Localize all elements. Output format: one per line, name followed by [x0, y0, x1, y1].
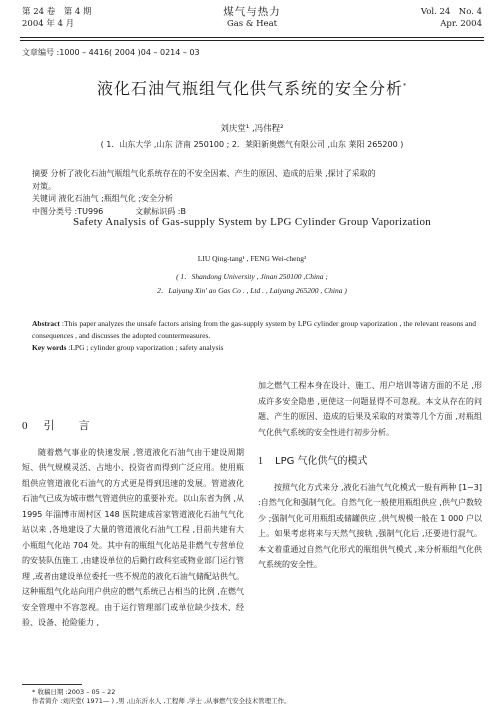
intro-paragraph-cont: 加之燃气工程本身在设计、施工、用户培训等诸方面的不足 ,形成许多安全隐患 ,更使这一问题显得不可忽视。本文从存在的问题、产生的原因、造成的后果及采取的对策等几个方面 ,对瓶组气化供气系统的安全性进行初步分析。	[258, 381, 482, 437]
abstract-cn-line1: 摘要 分析了液化石油气瓶组气化系统存在的不安全因素、产生的原因、造成的后果 ,探讨了采取的	[32, 169, 376, 178]
paper-title-en: Safety Analysis of Gas-supply System by LPG Cylinder Group Vaporization	[72, 216, 432, 228]
affiliations-cn: ( 1．山东大学 ,山东 济南 250100 ; 2．莱阳新奥燃气有限公司 ,山东 莱阳 265200 )	[100, 140, 404, 149]
journal-name-cn: 煤气与热力	[223, 6, 281, 18]
footnote-rule	[22, 684, 82, 685]
affil-en-line2: 2．Laiyang Xin' ao Gas Co . , Ltd . , Laiyang 265200 , China )	[157, 286, 347, 295]
keywords-en-text: :LPG ; cylinder group vaporization ; safety analysis	[66, 343, 224, 352]
paper-title-cn	[0, 76, 504, 99]
header-date-en: Apr. 2004	[440, 19, 482, 29]
abstract-en-block	[32, 318, 476, 354]
section-1-heading	[258, 454, 482, 470]
title-text: 液化石油气瓶组气化供气系统的安全分析	[96, 79, 403, 98]
title-footnote-mark: *	[403, 82, 407, 90]
abstract-en	[32, 318, 476, 342]
right-column	[258, 378, 482, 573]
running-header	[22, 6, 482, 36]
footnote-author-bio: 作者简介 :刘庆堂( 1971— ) ,男 ,山东沂水人 ,工程师 ,学士 ,从事燃气安全技术管理工作。	[32, 697, 291, 705]
section-0-heading	[22, 418, 244, 435]
header-center	[22, 6, 482, 30]
section-1-title: LPG 气化供气的模式	[275, 456, 368, 467]
keywords-cn: 关键词 液化石油气 ;瓶组气化 ;安全分析	[32, 194, 174, 203]
header-rule	[20, 37, 484, 41]
section-1-paragraph: 按照气化方式来分 ,液化石油气气化模式一般有两种 [1~3] :自然气化和强制气化。自然气化一般使用瓶组供应 ,供气户数较少 ;强制气化可用瓶组或储罐供应 ,供气规模一般在 1 000 户以上。如果考虑将来与天然气接轨 ,强制气化后 ,还要进行混气。本文着重通过自然气化形式的瓶组供气模式 ,来分析瓶组气化供气系统的安全性。	[258, 482, 482, 569]
intro-paragraph: 随着燃气事业的快速发展 ,管道液化石油气由于建设周期短、供气规模灵活、占地小、投资省而得到广泛应用。使用瓶组供应管道液化石油气的方式更是得到迅速的发展。管道液化石油气已成为城市燃气管道供应的重要补充。以山东省为例 ,从 1995 年淄博市周村区 148 医院建成首家管道液化石油气气化站以来 ,各地建设了大量的管道液化石油气工程 ,目前共建有大小瓶组气化站 704 处。其中有的瓶组气化站是非燃气专营单位的安装队伍施工 ,由建设单位的后勤行政科室或物业部门运行管理 ,或者由建设单位委托一些不规范的液化石油气储配站供气。这种瓶组气化站向用户供应的燃气系统已占相当的比例 ,在燃气安全管理中不容忽视。由于运行管理部门或单位缺少技术、经验、设备、抢险能力 ,	[22, 447, 244, 627]
affiliations-en	[0, 270, 504, 298]
keywords-en-label: Key words	[32, 343, 67, 352]
header-volume-en: Vol. 24 No. 4	[420, 7, 482, 17]
abstract-en-label: Abstract	[32, 319, 60, 328]
keywords-en	[32, 342, 476, 354]
header-right	[421, 6, 482, 30]
affil-en-line1: ( 1．Shandong University , Jinan 250100 ,China ;	[176, 272, 328, 281]
authors-cn: 刘庆堂¹ ,冯伟程²	[220, 124, 284, 134]
abstract-cn-block	[32, 168, 480, 218]
section-0-number: 0	[22, 420, 28, 432]
header-volume-cn: 第 24 卷 第 4 期	[22, 7, 92, 17]
article-number: 文章编号 :1000 – 4416( 2004 )04 – 0214 – 03	[22, 48, 200, 57]
footnote-received: * 收稿日期 :2003 – 05 – 22	[32, 688, 116, 696]
journal-name-en: Gas & Heat	[226, 19, 278, 29]
section-0-title: 引言	[43, 419, 114, 432]
clc-number: 中图分类号 :TU996	[32, 206, 104, 216]
abstract-cn-line2: 对策。	[32, 181, 56, 191]
authors-en: LIU Qing-tang¹ , FENG Wei-cheng²	[197, 254, 307, 263]
abstract-en-text: :This paper analyzes the unsafe factors arising from the gas-supply system by LPG cylinder group vaporization , the relevant reasons and consequences , and discusses the adopted countermeasures.	[32, 319, 476, 340]
header-date-cn: 2004 年 4 月	[22, 19, 75, 29]
footnote	[32, 688, 291, 706]
document-code: 文献标识码 :B	[135, 206, 186, 216]
left-column	[22, 418, 244, 631]
section-1-number: 1	[258, 456, 263, 467]
